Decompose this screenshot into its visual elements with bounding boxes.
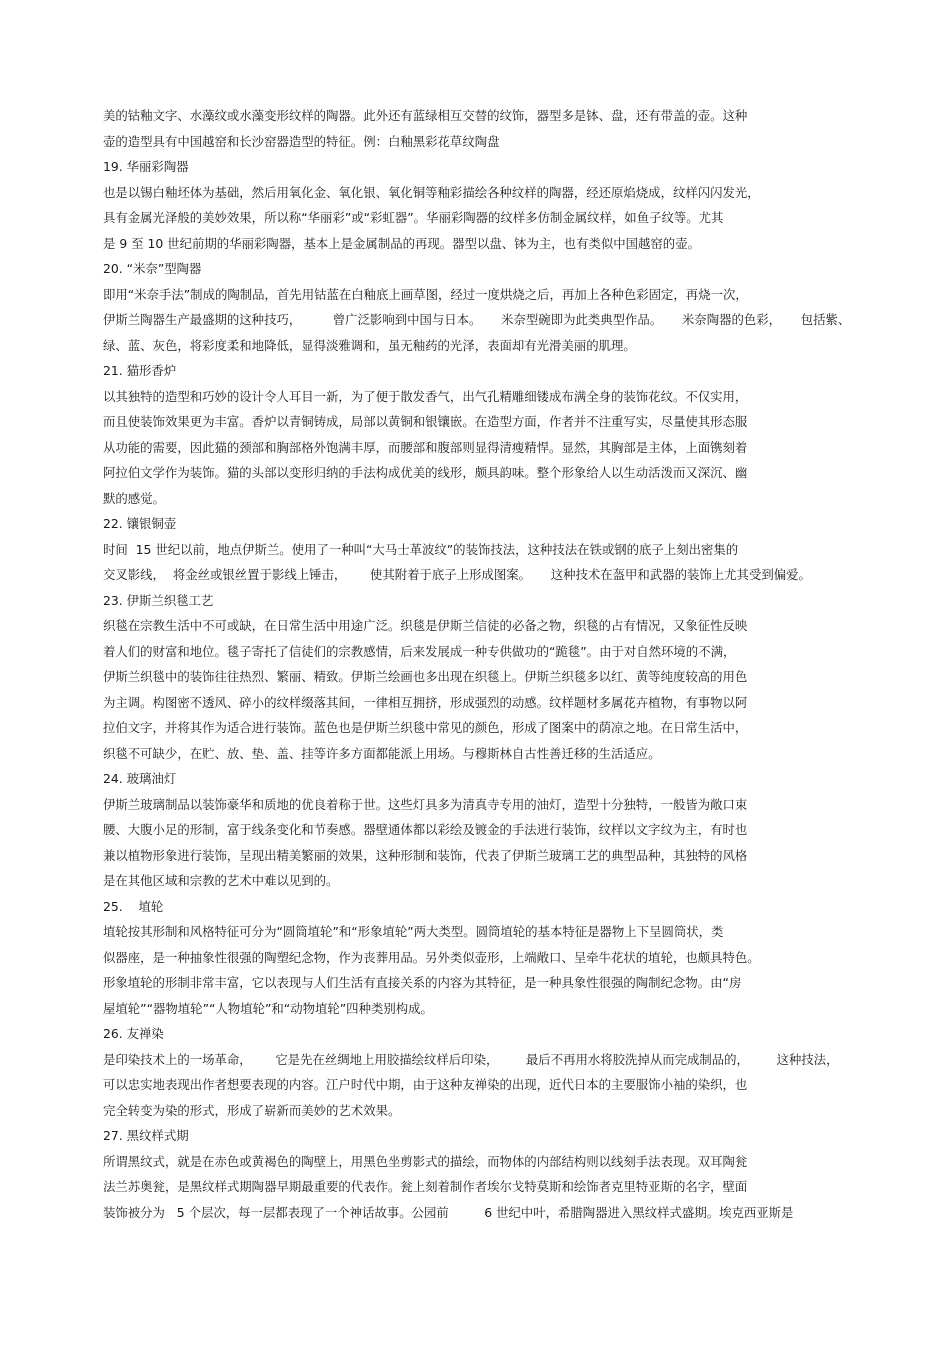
text-line: 以其独特的造型和巧妙的设计令人耳目一新，为了便于散发香气，出气孔精雕细镂成布满全身的装饰花纹。不仅实用， xyxy=(103,389,748,404)
text-line: 形象埴轮的形制非常丰富，它以表现与人们生活有直接关系的内容为其特征，是一种具象性很强的陶制纪念物。由“房 xyxy=(103,975,742,990)
text-line: 织毯在宗教生活中不可或缺，在日常生活中用途广泛。织毯是伊斯兰信徒的必备之物，织毯的占有情况，又象征性反映 xyxy=(103,618,748,633)
text-line: 默的感觉。 xyxy=(103,491,165,506)
text-line: 具有金属光泽般的美妙效果，所以称“华丽彩”或“彩虹器”。华丽彩陶器的纹样多仿制金属纹样，如鱼子纹等。尤其 xyxy=(103,210,724,225)
text-line: 从功能的需要，因此猫的颈部和胸部格外饱满丰厚，而腰部和腹部则显得清瘦精悍。显然，其胸部是主体，上面镌刻着 xyxy=(103,440,748,455)
text-line: 绿、蓝、灰色，将彩度柔和地降低，显得淡雅调和，虽无釉药的光泽，表面却有光滑美丽的肌理。 xyxy=(103,338,636,353)
text-line: 腰、大腹小足的形制，富于线条变化和节奏感。器壁通体都以彩绘及镀金的手法进行装饰，纹样以文字纹为主，有时也 xyxy=(103,822,748,837)
section-heading: 23. 伊斯兰织毯工艺 xyxy=(103,593,214,608)
text-line: 法兰苏奥瓮，是黑纹样式期陶器早期最重要的代表作。瓮上刻着制作者埃尔戈特莫斯和绘饰者克里特亚斯的名字，壁面 xyxy=(103,1179,748,1194)
text-line: 是 9 至 10 世纪前期的华丽彩陶器，基本上是金属制品的再现。器型以盘、钵为主，也有类似中国越窑的壶。 xyxy=(103,236,700,251)
text-line: 伊斯兰玻璃制品以装饰豪华和质地的优良着称于世。这些灯具多为清真寺专用的油灯，造型十分独特，一般皆为敞口束 xyxy=(103,797,748,812)
section-heading: 20. “米奈”型陶器 xyxy=(103,261,202,276)
text-line: 为主调。构图密不透风、碎小的纹样缀落其间，一律相互拥挤，形成强烈的动感。纹样题材多属花卉植物，有事物以阿 xyxy=(103,695,748,710)
text-line: 装饰被分为 5 个层次，每一层都表现了一个神话故事。公园前 6 世纪中叶，希腊陶器进入黑纹样式盛期。埃克西亚斯是 xyxy=(103,1205,794,1220)
text-line: 也是以锡白釉坯体为基础，然后用氧化金、氧化银、氧化铜等釉彩描绘各种纹样的陶器，经还原焰烧成，纹样闪闪发光， xyxy=(103,185,760,200)
text-line: 可以忠实地表现出作者想要表现的内容。江户时代中期，由于这种友禅染的出现，近代日本的主要服饰小袖的染织，也 xyxy=(103,1077,748,1092)
text-line: 是在其他区域和宗教的艺术中难以见到的。 xyxy=(103,873,339,888)
text-line: 兼以植物形象进行装饰，呈现出精美繁丽的效果，这种形制和装饰，代表了伊斯兰玻璃工艺的典型品种，其独特的风格 xyxy=(103,848,748,863)
section-heading: 22. 镶银铜壶 xyxy=(103,516,177,531)
text-line: 时间 15 世纪以前，地点伊斯兰。使用了一种叫“大马士革波纹”的装饰技法，这种技法在铁或钢的底子上刻出密集的 xyxy=(103,542,739,557)
text-line: 交叉影线， 将金丝或银丝置于影线上锤击， 使其附着于底子上形成图案。 这种技术在盔甲和武器的装饰上尤其受到偏爱。 xyxy=(103,567,811,582)
section-heading: 27. 黑纹样式期 xyxy=(103,1128,189,1143)
text-line: 阿拉伯文学作为装饰。猫的头部以变形归纳的手法构成优美的线形，颇具韵味。整个形象给人以生动活泼而又深沉、幽 xyxy=(103,465,748,480)
section-heading: 24. 玻璃油灯 xyxy=(103,771,177,786)
section-heading: 19. 华丽彩陶器 xyxy=(103,159,189,174)
text-line: 织毯不可缺少，在贮、放、垫、盖、挂等许多方面都能派上用场。与穆斯林自古性善迁移的生活适应。 xyxy=(103,746,661,761)
section-heading: 25. 埴轮 xyxy=(103,899,164,914)
text-line: 美的钴釉文字、水藻纹或水藻变形纹样的陶器。此外还有蓝绿相互交替的纹饰，器型多是钵、盘，还有带盖的壶。这种 xyxy=(103,108,748,123)
section-heading: 21. 猫形香炉 xyxy=(103,363,177,378)
text-line: 伊斯兰织毯中的装饰往往热烈、繁丽、精致。伊斯兰绘画也多出现在织毯上。伊斯兰织毯多以红、黄等纯度较高的用色 xyxy=(103,669,748,684)
text-line: 似器座，是一种抽象性很强的陶塑纪念物，作为丧葬用品。另外类似壶形，上端敞口、呈牵牛花状的埴轮，也颇具特色。 xyxy=(103,950,760,965)
text-line: 拉伯文字，并将其作为适合进行装饰。蓝色也是伊斯兰织毯中常见的颜色，形成了图案中的荫凉之地。在日常生活中， xyxy=(103,720,748,735)
text-line: 伊斯兰陶器生产最盛期的这种技巧， 曾广泛影响到中国与日本。 米奈型碗即为此类典型作品。 米奈陶器的色彩， 包括紫、 xyxy=(103,312,851,327)
text-line: 而且使装饰效果更为丰富。香炉以青铜铸成，局部以黄铜和银镶嵌。在造型方面，作者并不注重写实，尽量使其形态服 xyxy=(103,414,748,429)
text-line: 壶的造型具有中国越窑和长沙窑器造型的特征。例：白釉黑彩花草纹陶盘 xyxy=(103,134,500,149)
text-line: 埴轮按其形制和风格特征可分为“圆筒埴轮”和“形象埴轮”两大类型。圆筒埴轮的基本特征是器物上下呈圆筒状，类 xyxy=(103,924,724,939)
text-line: 是印染技术上的一场革命， 它是先在丝绸地上用胶描绘纹样后印染， 最后不再用水将胶洗掉从而完成制品的， 这种技法， xyxy=(103,1052,839,1067)
text-line: 所谓黑纹式，就是在赤色或黄褐色的陶壁上，用黑色坐剪影式的描绘，而物体的内部结构则以线刻手法表现。双耳陶瓮 xyxy=(103,1154,748,1169)
text-line: 完全转变为染的形式，形成了崭新而美妙的艺术效果。 xyxy=(103,1103,401,1118)
section-heading: 26. 友禅染 xyxy=(103,1026,164,1041)
text-line: 即用“米奈手法”制成的陶制品，首先用钴蓝在白釉底上画草图，经过一度烘烧之后，再加上各种色彩固定，再烧一次， xyxy=(103,287,748,302)
text-line: 屋埴轮”“器物埴轮”“人物埴轮”和“动物埴轮”四种类别构成。 xyxy=(103,1001,433,1016)
text-line: 着人们的财富和地位。毯子寄托了信徒们的宗教感情，后来发展成一种专供做功的“跪毯”。由于对自然环境的不满， xyxy=(103,644,736,659)
